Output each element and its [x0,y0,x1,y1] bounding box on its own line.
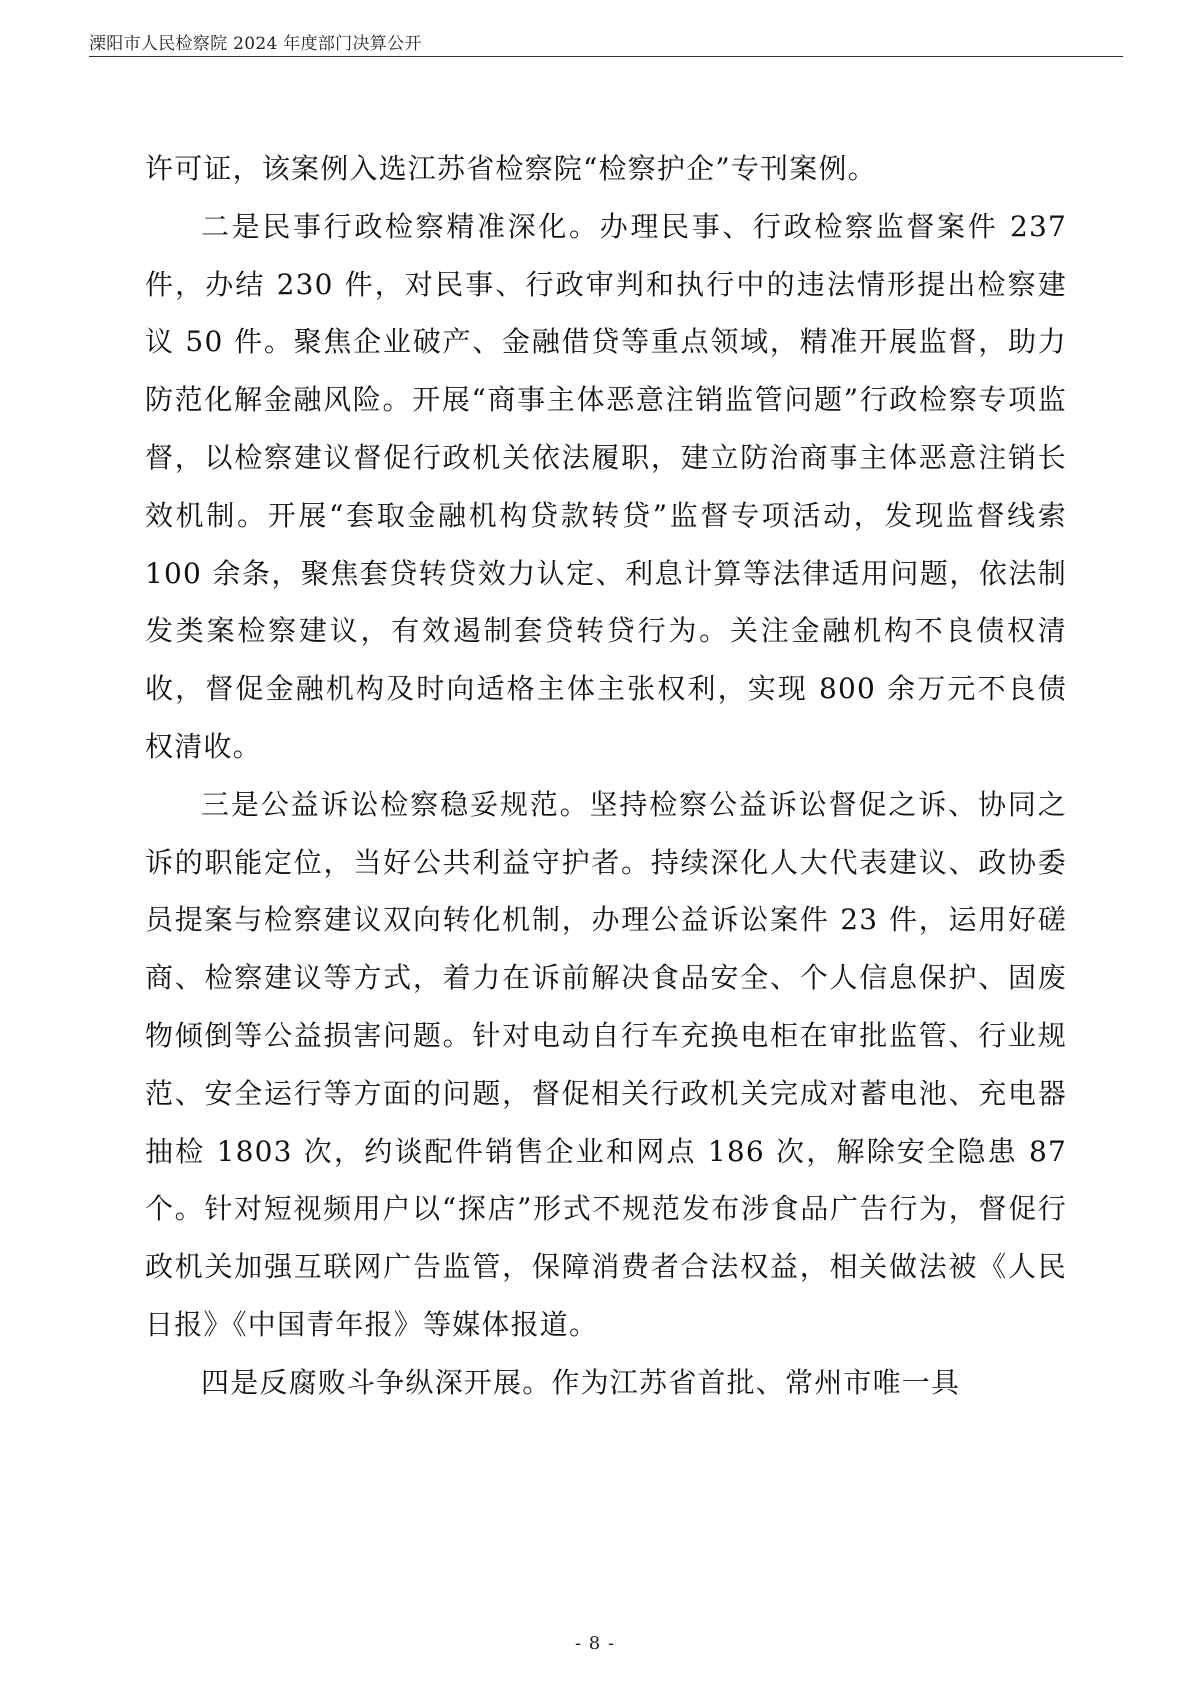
header-title: 溧阳市人民检察院 2024 年度部门决算公开 [89,34,422,54]
page-header [89,22,1123,57]
page-number: - 8 - [574,1633,616,1654]
paragraph-continuation: 许可证，该案例入选江苏省检察院“检察护企”专刊案例。 [145,152,877,185]
paragraph-public-interest-litigation: 三是公益诉讼检察稳妥规范。坚持检察公益诉讼督促之诉、协同之诉的职能定位，当好公共利益守护者。持续深化人大代表建议、政协委员提案与检察建议双向转化机制，办理公益诉讼案件 23 件，运用好磋商、检察建议等方式，着力在诉前解决食品安全、个人信息保护、固废物倾倒等公益损害问题。针对电动自行车充换电柜在审批监管、行业规范、安全运行等方面的问题，督促相关行政机关完成对蓄电池、充电器抽检 1803 次，约谈配件销售企业和网点 186 次，解除安全隐患 87 个。针对短视频用户以“探店”形式不规范发布涉食品广告行为，督促行政机关加强互联网广告监管，保障消费者合法权益，相关做法被《人民日报》《中国青年报》等媒体报道。 [145,787,1067,1341]
paragraph-civil-administrative-procuratorate: 二是民事行政检察精准深化。办理民事、行政检察监督案件 237 件，办结 230 件，对民事、行政审判和执行中的违法情形提出检察建议 50 件。聚焦企业破产、金融借贷等重点领域，精准开展监督，助力防范化解金融风险。开展“商事主体恶意注销监管问题”行政检察专项监督，以检察建议督促行政机关依法履职，建立防治商事主体恶意注销长效机制。开展“套取金融机构贷款转贷”监督专项活动，发现监督线索 100 余条，聚焦套贷转贷效力认定、利息计算等法律适用问题，依法制发类案检察建议，有效遏制套贷转贷行为。关注金融机构不良债权清收，督促金融机构及时向适格主体主张权利，实现 800 余万元不良债权清收。 [145,209,1067,763]
document-body [145,140,1067,1412]
paragraph-anti-corruption: 四是反腐败斗争纵深开展。作为江苏省首批、常州市唯一具 [201,1365,961,1399]
